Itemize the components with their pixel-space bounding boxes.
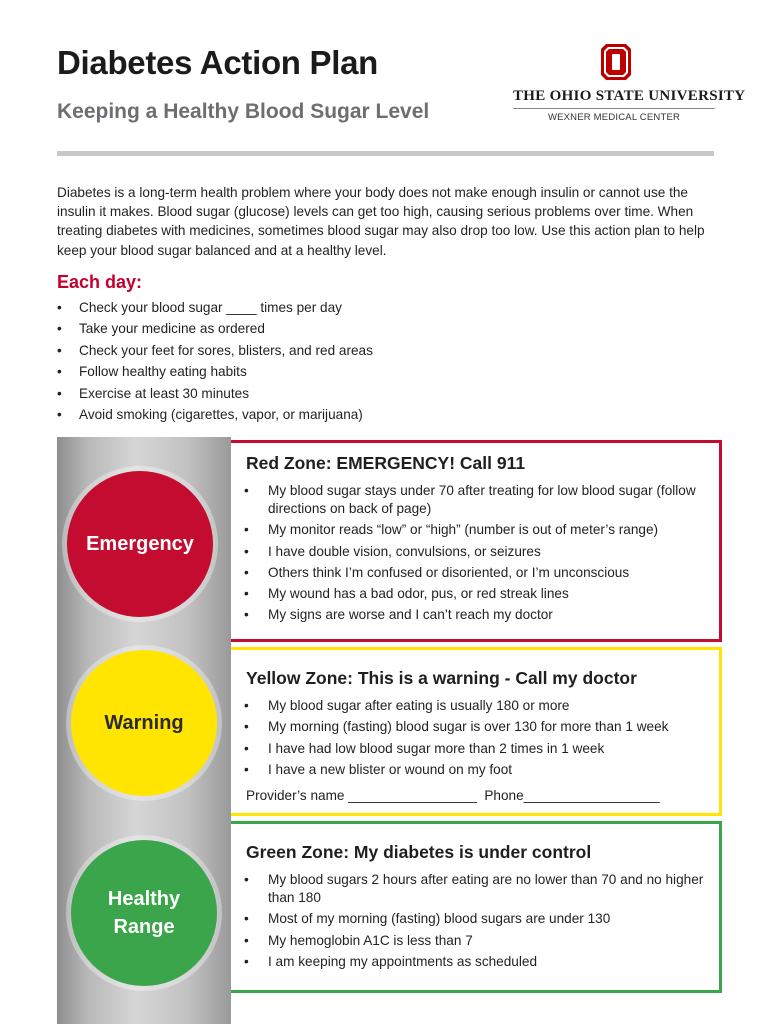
healthy-range-light [71,840,217,986]
warning-label: Warning [104,712,184,734]
list-item [244,564,706,582]
bullet: • [244,564,249,580]
list-item [244,482,706,518]
list-item-text: My blood sugars 2 hours after eating are no lower than 70 and no higher than 180 [268,872,704,905]
list-item-text: Exercise at least 30 minutes [79,385,250,401]
list-item [244,718,714,736]
logo-university-name: THE OHIO STATE UNIVERSITY [513,88,746,104]
list-item-text: My blood sugar after eating is usually 180 or more [268,698,570,713]
bullet: • [244,698,249,713]
page-subtitle: Keeping a Healthy Blood Sugar Level [57,100,430,123]
red-zone-list [244,482,706,628]
list-item [57,404,373,425]
list-item [244,697,714,715]
list-item [244,543,706,561]
yellow-zone-list [244,697,714,782]
list-item-text: I have had low blood sugar more than 2 times in 1 week [268,740,605,756]
bullet: • [244,740,249,756]
list-item [57,318,373,339]
bullet: • [57,385,62,401]
emergency-light [67,471,213,617]
each-day-heading: Each day: [57,272,143,292]
traffic-signal [57,437,231,1024]
green-zone-heading: Green Zone: My diabetes is under control [246,842,592,862]
list-item [244,932,706,950]
bullet: • [244,932,249,948]
list-item-text: My signs are worse and I can’t reach my doctor [268,607,553,623]
emergency-label: Emergency [86,533,194,555]
list-item-text: My morning (fasting) blood sugar is over 130 for more than 1 week [268,719,669,735]
list-item [244,910,706,928]
bullet: • [244,607,249,623]
list-item-text: I have a new blister or wound on my foot [268,761,513,777]
page-title: Diabetes Action Plan [57,44,379,81]
logo-divider [513,108,715,109]
list-item-text: My wound has a bad odor, pus, or red streak lines [268,586,569,602]
each-day-list [57,297,373,425]
healthy-label-line2: Range [113,916,175,938]
bullet: • [57,300,62,315]
list-item-text: Avoid smoking (cigarettes, vapor, or marijuana) [79,406,363,422]
list-item-text: My hemoglobin A1C is less than 7 [268,932,473,948]
yellow-zone-heading: Yellow Zone: This is a warning - Call my doctor [246,668,637,688]
intro-paragraph: Diabetes is a long-term health problem where your body does not make enough insulin or cannot use the insulin it makes. Blood sugar (glucose) levels can get too high, causing serious problems over time. When treating diabetes with medicines, sometimes blood sugar may also drop too low. Use this action plan to help keep your blood sugar balanced and at a healthy level. [57,185,705,258]
bullet: • [244,953,249,969]
list-item [244,585,706,603]
list-item-text: I have double vision, convulsions, or seizures [268,543,541,559]
list-item [244,606,706,624]
bullet: • [244,719,249,735]
red-zone-heading: Red Zone: EMERGENCY! Call 911 [246,453,526,473]
bullet: • [244,483,249,498]
block-o-icon [601,44,631,80]
list-item [244,740,714,758]
list-item-text: Take your medicine as ordered [79,321,265,337]
provider-info-line: Provider’s name _________________ Phone__________________ [246,788,660,803]
list-item-text: Follow healthy eating habits [79,364,247,380]
list-item [57,361,373,382]
osu-logo [513,44,746,124]
list-item [57,383,373,404]
bullet: • [244,761,249,777]
list-item [244,521,706,539]
healthy-range-label [108,885,180,941]
logo-medical-center: WEXNER MEDICAL CENTER [547,112,681,123]
list-item-text: Others think I’m confused or disoriented, or I’m unconscious [268,564,630,580]
bullet: • [244,872,249,887]
list-item-text: I am keeping my appointments as scheduled [268,953,538,969]
bullet: • [244,911,249,927]
green-zone-box [231,821,722,993]
list-item-text: Most of my morning (fasting) blood sugars are under 130 [268,911,611,927]
list-item [244,953,706,971]
green-zone-list [244,871,706,974]
list-item-text: My monitor reads “low” or “high” (number is out of meter’s range) [268,522,659,538]
header-divider [57,151,714,156]
bullet: • [244,522,249,538]
healthy-label-line1: Healthy [107,888,181,910]
list-item [57,297,373,318]
list-item [244,871,706,907]
red-zone-box [231,440,722,642]
list-item [244,761,714,779]
bullet: • [57,406,62,422]
bullet: • [244,543,249,559]
yellow-zone-box [231,647,722,816]
bullet: • [244,586,249,602]
list-item-text: Check your feet for sores, blisters, and red areas [79,342,373,358]
warning-light [71,650,217,796]
list-item-text: Check your blood sugar ____ times per day [79,300,342,315]
list-item-text: My blood sugar stays under 70 after treating for low blood sugar (follow directions on back of page) [268,483,696,516]
bullet: • [57,364,62,380]
list-item [57,340,373,361]
bullet: • [57,342,62,358]
bullet: • [57,321,62,337]
